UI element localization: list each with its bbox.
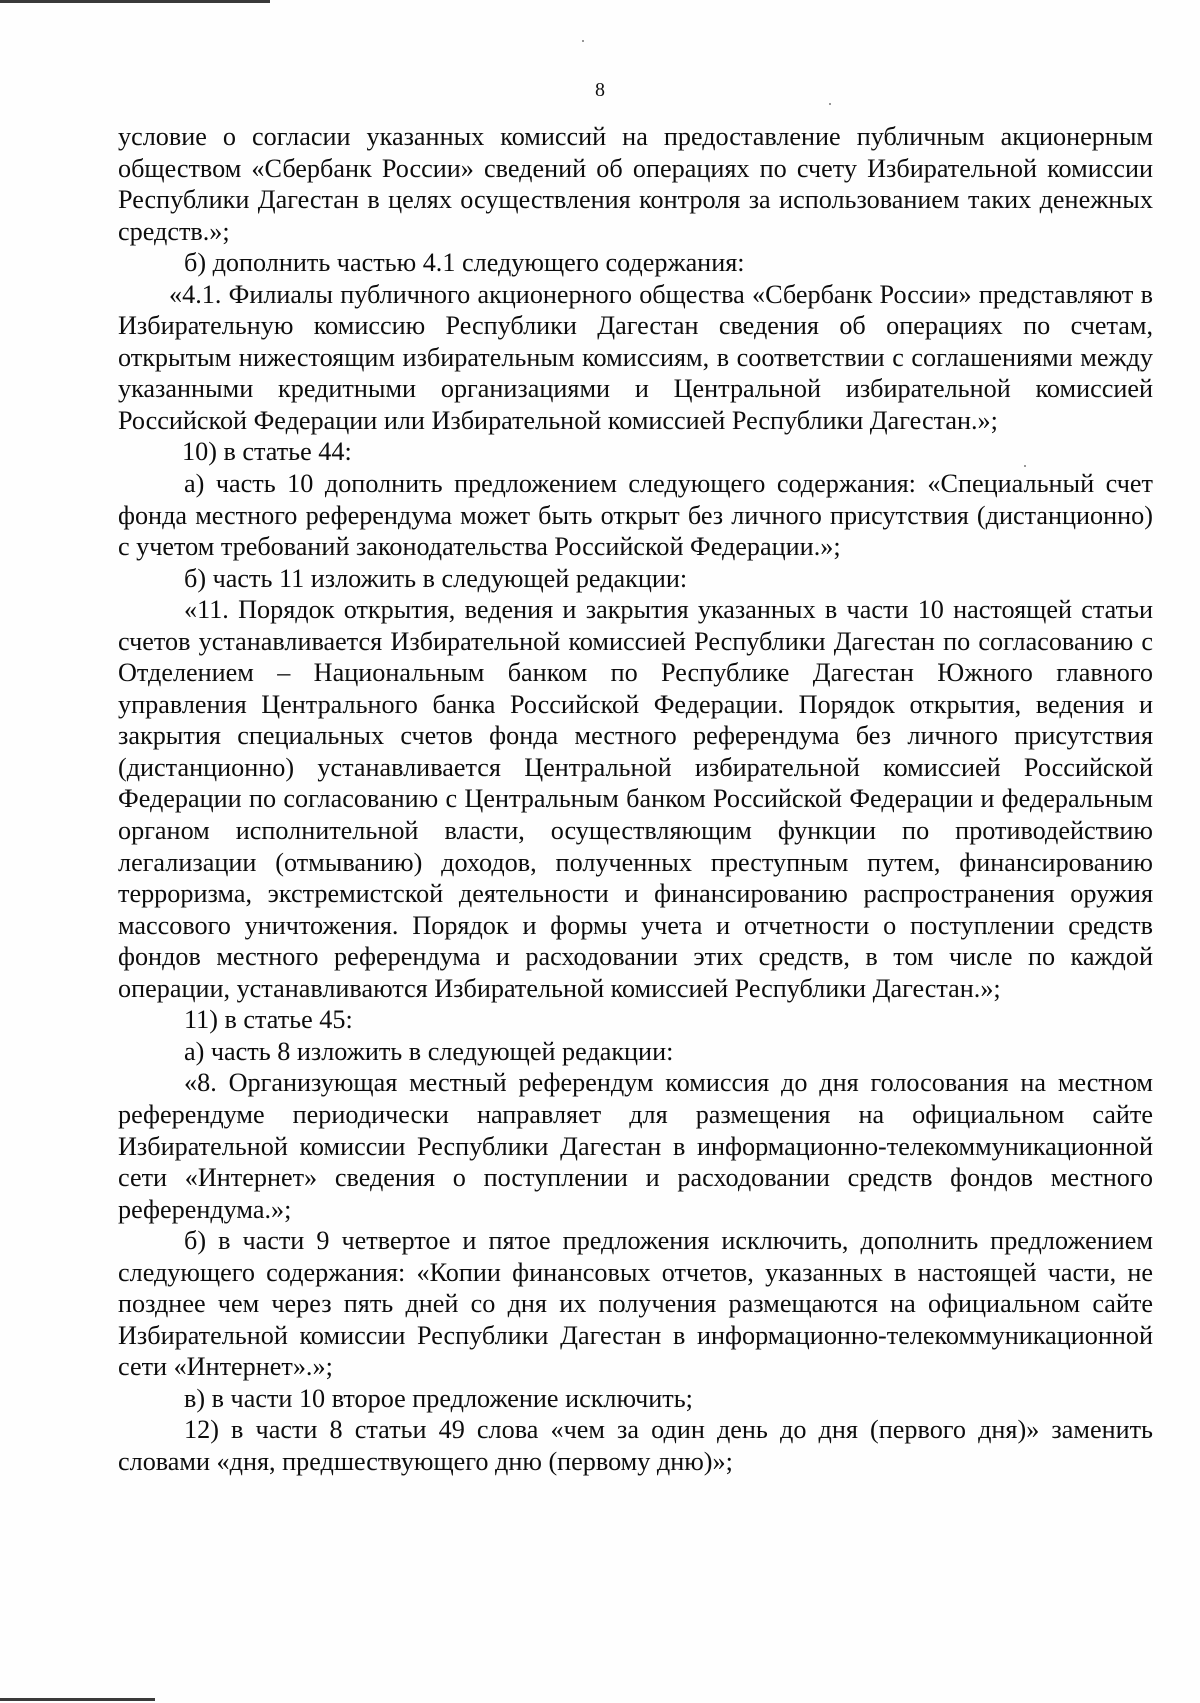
paragraph-quote-4-1: «4.1. Филиалы публичного акционерного общества «Сбербанк России» представляют в Избирательную комиссию Республики Дагестан сведения об операциях по счетам, открытым нижестоящим избирательным комиссиям, в соответствии с соглашениями между указанными кредитными организациями и Центральной избирательной комиссией Российской Федерации или Избирательной комиссией Республики Дагестан.»;	[118, 279, 1153, 435]
paragraph-item-b-part-9: б) в части 9 четвертое и пятое предложения исключить, дополнить предложением следующего содержания: «Копии финансовых отчетов, указанных в настоящей части, не позднее чем через пять дней со дня их получения размещаются на официальном сайте Избирательной комиссии Республики Дагестан в информационно-телекоммуникационной сети «Интернет».»;	[118, 1226, 1153, 1382]
paragraph-item-a-part-8: а) часть 8 изложить в следующей редакции:	[184, 1036, 674, 1066]
paragraph-quote-8: «8. Организующая местный референдум комиссия до дня голосования на местном референдуме периодически направляет для размещения на официальном сайте Избирательной комиссии Республики Дагестан в информационно-телекоммуникационной сети «Интернет» сведения о поступлении и расходовании средств фондов местного референдума.»;	[118, 1068, 1153, 1224]
paragraph-item-a-part-10: а) часть 10 дополнить предложением следующего содержания: «Специальный счет фонда местного референдума может быть открыт без личного присутствия (дистанционно) с учетом требований законодательства Российской Федерации.»;	[118, 469, 1153, 562]
paragraph-quote-11: «11. Порядок открытия, ведения и закрытия указанных в части 10 настоящей статьи счетов устанавливается Избирательной комиссией Республики Дагестан по согласованию с Отделением – Национальным банком по Республике Дагестан Южного главного управления Центрального банка Российской Федерации. Порядок открытия, ведения и закрытия специальных счетов фонда местного референдума без личного присутствия (дистанционно) устанавливается Центральной избирательной комиссией Российской Федерации по согласованию с Центральным банком Российской Федерации и федеральным органом исполнительной власти, осуществляющим функции по противодействию легализации (отмыванию) доходов, полученных преступным путем, финансированию терроризма, экстремистской деятельности и финансированию распространения оружия массового уничтожения. Порядок и формы учета и отчетности о поступлении средств фондов местного референдума и расходовании этих средств, в том числе по каждой операции, устанавливаются Избирательной комиссией Республики Дагестан.»;	[118, 595, 1153, 1003]
scan-edge-bottom	[0, 1698, 155, 1701]
paragraph-item-b-4-1: б) дополнить частью 4.1 следующего содержания:	[184, 248, 745, 278]
scan-edge-top	[0, 0, 270, 3]
scan-speck	[829, 103, 831, 105]
scan-speck	[582, 40, 584, 42]
paragraph-item-11: 11) в статье 45:	[184, 1005, 353, 1035]
paragraph-item-v-part-10: в) в части 10 второе предложение исключить;	[184, 1383, 693, 1413]
paragraph-item-12: 12) в части 8 статьи 49 слова «чем за один день до дня (первого дня)» заменить словами «дня, предшествующего дню (первому дню)»;	[118, 1415, 1153, 1476]
paragraph-item-10: 10) в статье 44:	[182, 437, 352, 467]
paragraph-item-b-part-11: б) часть 11 изложить в следующей редакции:	[184, 563, 688, 593]
paragraph-continuation: условие о согласии указанных комиссий на предоставление публичным акционерным обществом «Сбербанк России» сведений об операциях по счету Избирательной комиссии Республики Дагестан в целях осуществления контроля за использованием таких денежных средств.»;	[118, 122, 1153, 246]
document-body	[118, 121, 1153, 1478]
page-number: 8	[595, 79, 605, 101]
